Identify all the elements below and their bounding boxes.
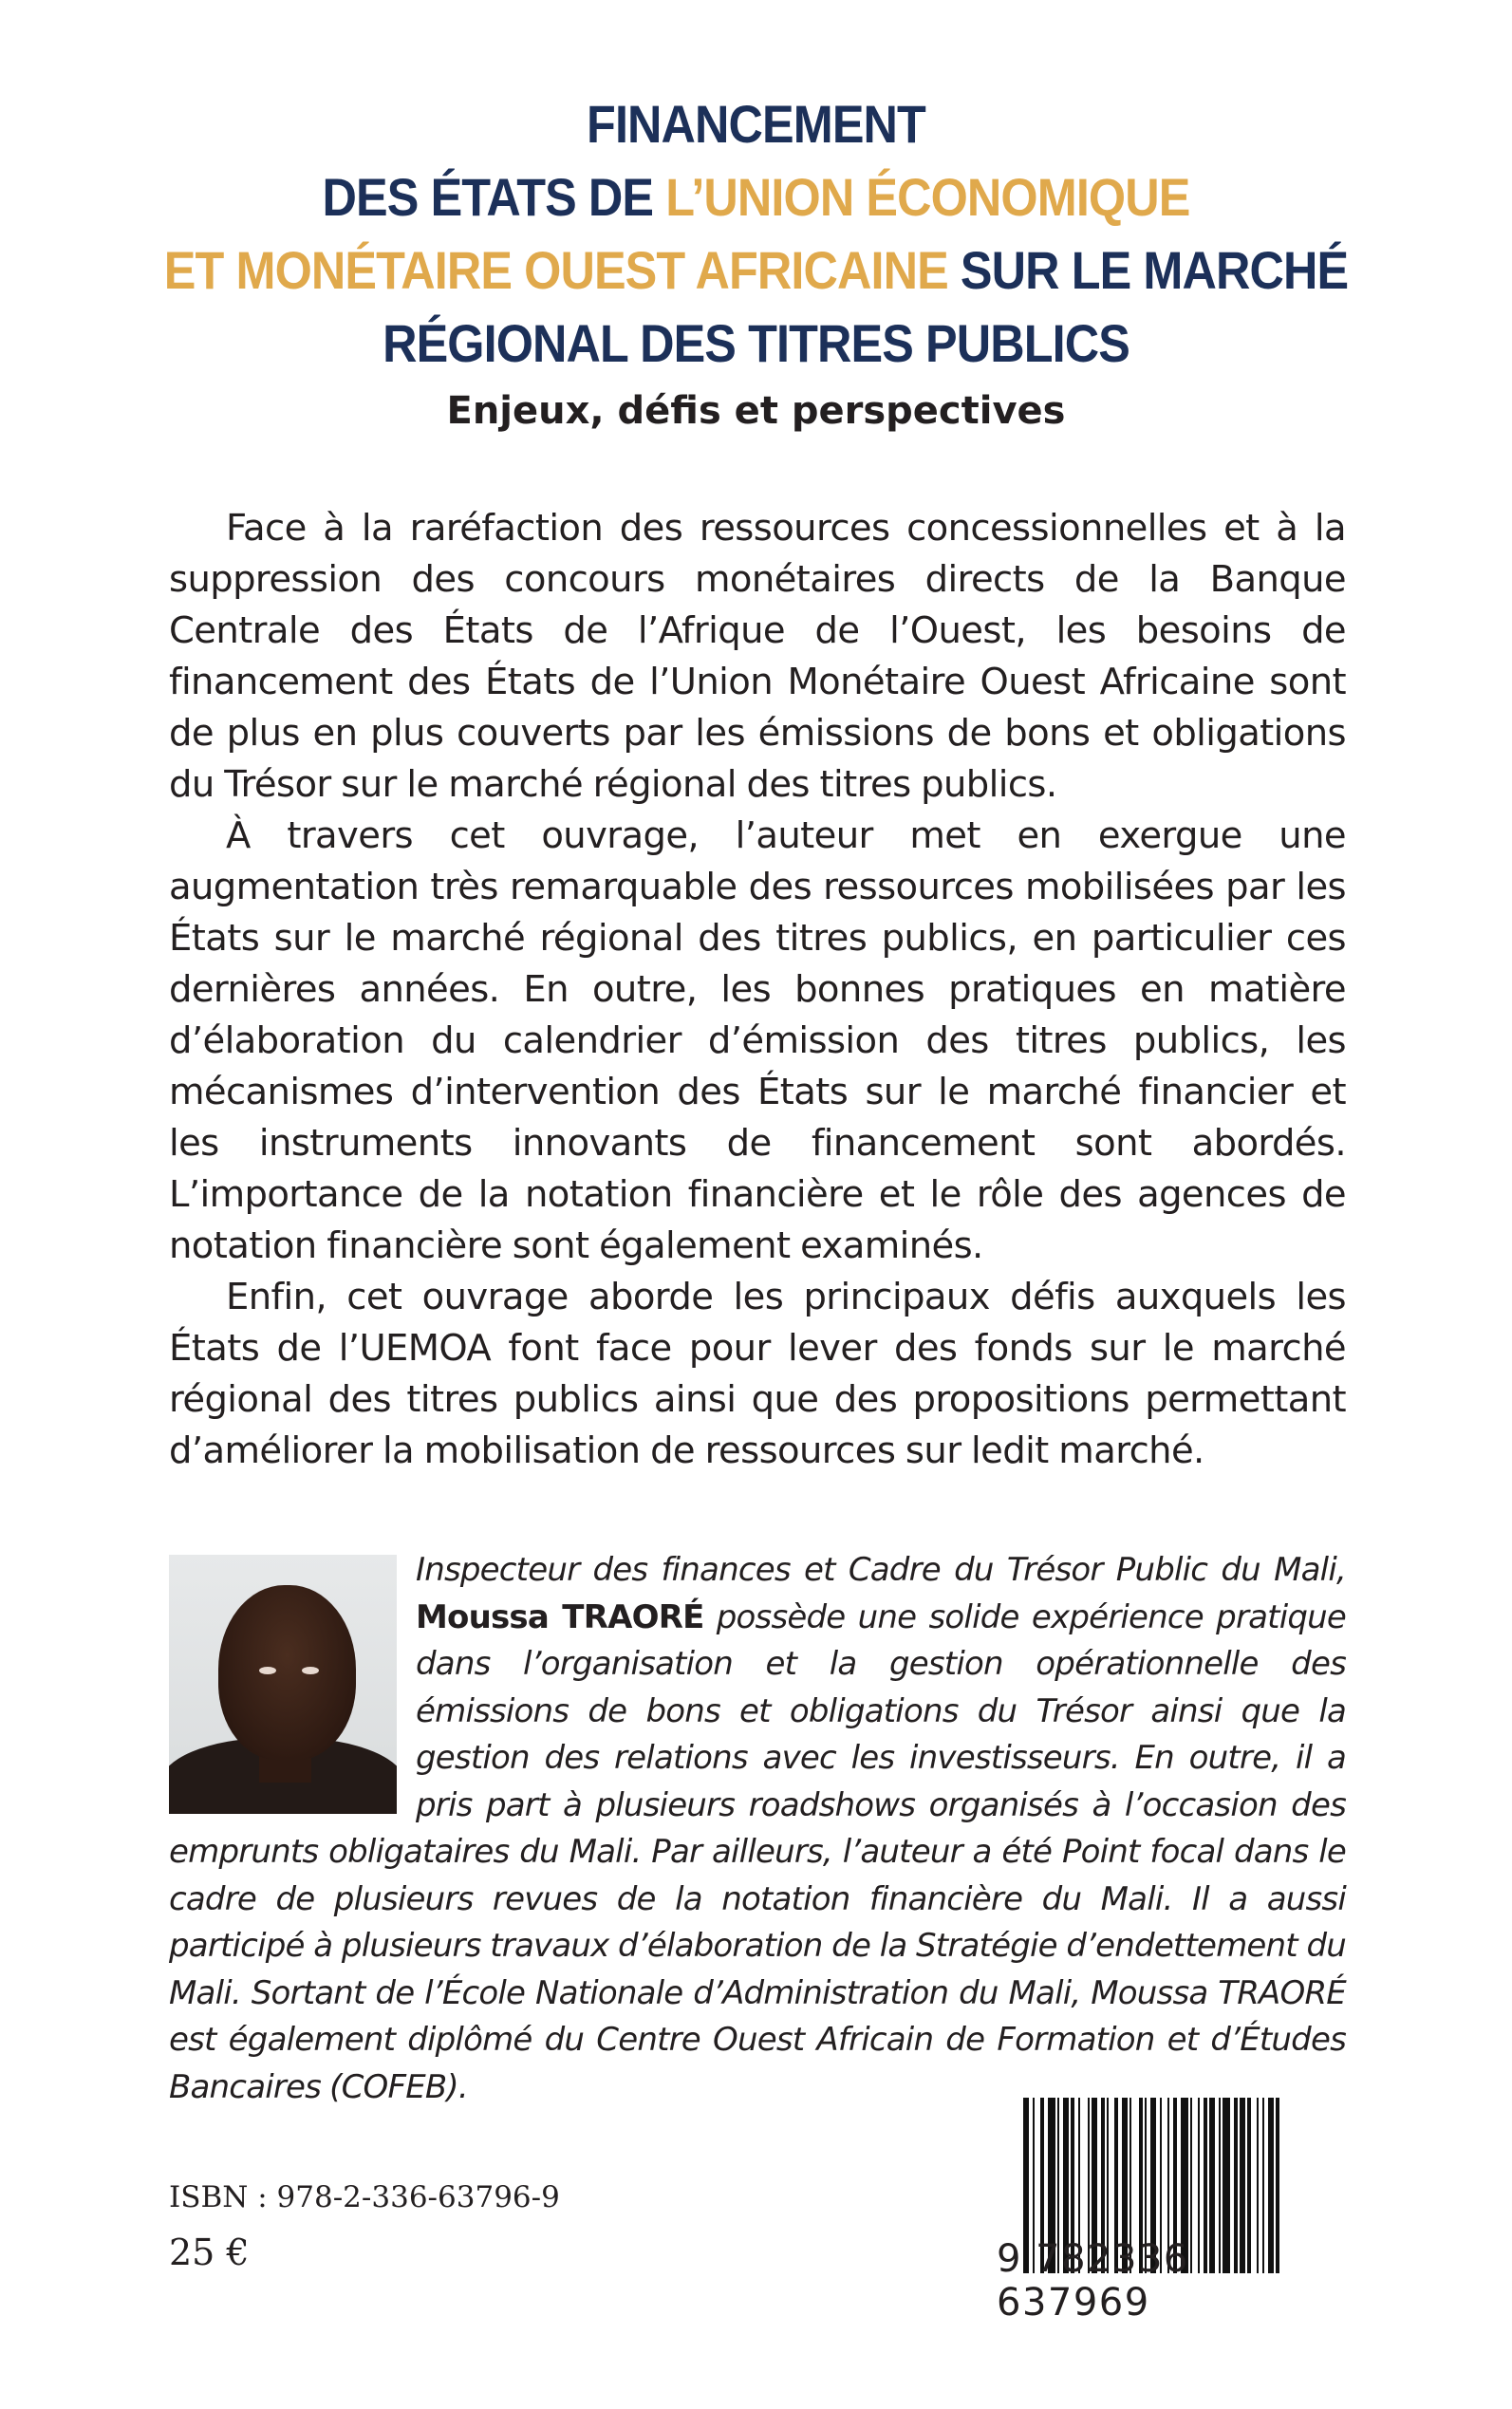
title-line-2 [76, 160, 1437, 233]
isbn: ISBN : 978-2-336-63796-9 [169, 2180, 560, 2214]
author-photo [169, 1555, 397, 1814]
summary-paragraph: Enfin, cet ouvrage aborde les principaux défis auxquels les États de l’UEMOA font face pour lever des fonds sur le marché régional des titres publics ainsi que des propositions permettant d’améliorer la mobilisation de ressources sur ledit marché. [169, 1276, 1346, 1472]
author-bio [169, 1547, 1346, 2111]
title-line-1: FINANCEMENT [587, 94, 925, 154]
title-line-2-part-b: L’UNION ÉCONOMIQUE [665, 167, 1190, 227]
title-line-4: RÉGIONAL DES TITRES PUBLICS [383, 313, 1129, 373]
book-title [76, 87, 1437, 380]
title-line-2-part-a: DES ÉTATS DE [322, 167, 666, 227]
price: 25 € [169, 2232, 250, 2273]
barcode-number: 9 782336 637969 [997, 2237, 1189, 2325]
author-name: Moussa TRAORÉ [416, 1597, 704, 1636]
title-line-3-part-a: ET MONÉTAIRE OUEST AFRICAINE [163, 240, 948, 300]
summary-paragraph: Face à la raréfaction des ressources concessionnelles et à la suppression des concours monétaires directs de la Banque Centrale des États de l’Afrique de l’Ouest, les besoins de financement des États de l’Union Monétaire Ouest Africaine sont de plus en plus couverts par les émissions de bons et obligations du Trésor sur le marché régional des titres publics. [169, 507, 1346, 806]
summary-paragraph: À travers cet ouvrage, l’auteur met en exergue une augmentation très remarquable des ressources mobilisées par les États sur le marché régional des titres publics, en particulier ces dernières années. En outre, les bonnes pratiques en matière d’élaboration du calendrier d’émission des titres publics, les mécanismes d’intervention des États sur le marché financier et les instruments innovants de financement sont abordés. L’importance de la notation financière et le rôle des agences de notation financière sont également examinés. [169, 814, 1346, 1267]
book-subtitle: Enjeux, défis et perspectives [446, 389, 1066, 433]
title-line-3 [76, 233, 1437, 307]
title-line-3-part-b: SUR LE MARCHÉ [947, 240, 1349, 300]
summary-text [169, 503, 1346, 1477]
bio-intro: Inspecteur des finances et Cadre du Trésor Public du Mali, [416, 1551, 1346, 1589]
bio-text: possède une solide expérience pratique dans l’organisation et la gestion opérationnelle des émissions de bons et obligations du Trésor ainsi que la gestion des relations avec les investisseurs. En outre, il a pris part à plusieurs roadshows organisés à l’occasion des emprunts obligataires du Mali. Par ailleurs, l’auteur a été Point focal dans le cadre de plusieurs revues de la notation financière du Mali. Il a aussi participé à plusieurs travaux d’élaboration de la Stratégie d’endettement du Mali. Sortant de l’École Nationale d’Administration du Mali, Moussa TRAORÉ est également diplômé du Centre Ouest Africain de Formation et d’Études Bancaires (COFEB). [169, 1597, 1346, 2106]
